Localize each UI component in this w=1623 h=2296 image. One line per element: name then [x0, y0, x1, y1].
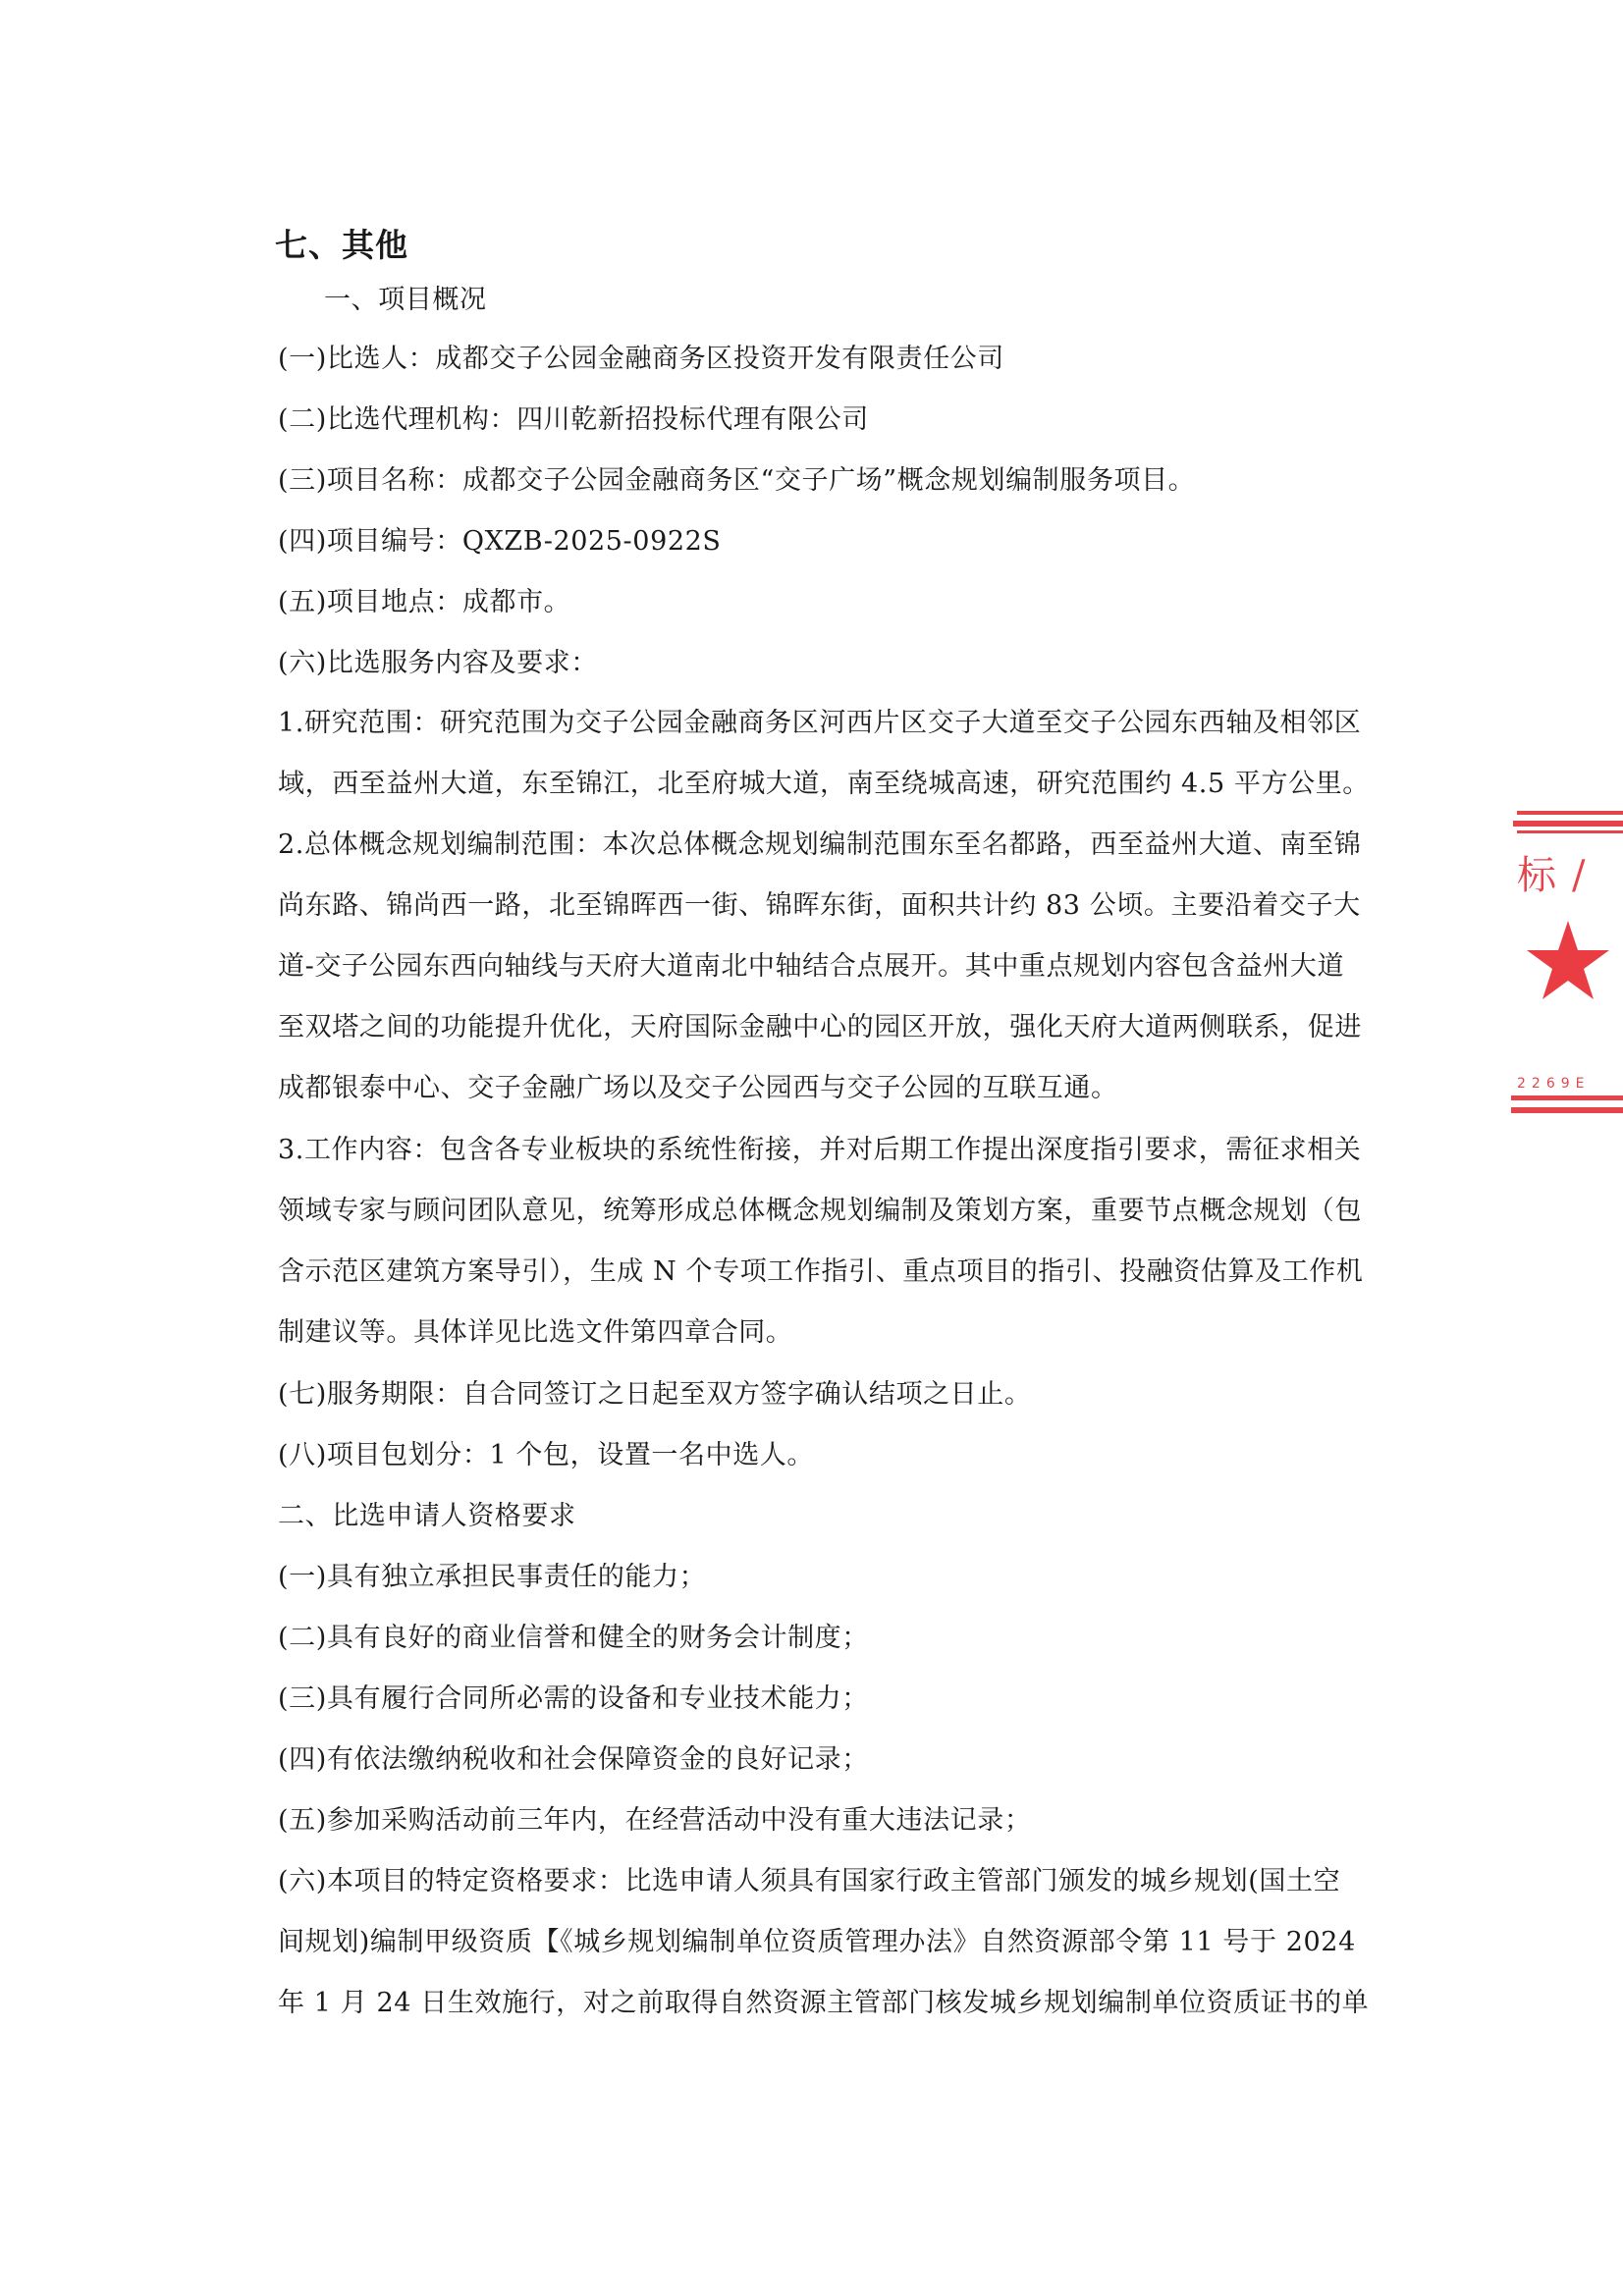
seal-text: 标: [1517, 853, 1556, 898]
list-item: (二)具有良好的商业信誉和健全的财务会计制度；: [278, 1623, 869, 1653]
text-line: 间规划)编制甲级资质【《城乡规划编制单位资质管理办法》自然资源部令第 11 号于 2024: [278, 1927, 1356, 1957]
text-line: 制建议等。具体详见比选文件第四章合同。: [278, 1317, 793, 1348]
seal-digits: 2269E: [1517, 1076, 1591, 1092]
paragraph-special-qualification: [278, 1863, 1370, 2046]
text-line: 尚东路、锦尚西一路，北至锦晖西一街、锦晖东街，面积共计约 83 公顷。主要沿着交子大: [278, 890, 1361, 921]
star-icon: [1527, 921, 1609, 999]
list-item: (三)项目名称：成都交子公园金融商务区“交子广场”概念规划编制服务项目。: [278, 465, 1196, 496]
paragraph-research-scope: [278, 705, 1370, 827]
text-line: 含示范区建筑方案导引），生成 N 个专项工作指引、重点项目的指引、投融资估算及工作机: [278, 1256, 1364, 1287]
list-item: (一)具有独立承担民事责任的能力；: [278, 1562, 707, 1592]
list-item: (三)具有履行合同所必需的设备和专业技术能力；: [278, 1683, 869, 1714]
list-item: (八)项目包划分：1 个包，设置一名中选人。: [278, 1440, 815, 1470]
text-line: 年 1 月 24 日生效施行，对之前取得自然资源主管部门核发城乡规划编制单位资质证书的单: [278, 1988, 1370, 2018]
text-line: 道-交子公园东西向轴线与天府大道南北中轴结合点展开。其中重点规划内容包含益州大道: [278, 951, 1345, 982]
text-line: 领域专家与顾问团队意见，统筹形成总体概念规划编制及策划方案，重要节点概念规划（包: [278, 1196, 1362, 1226]
section-heading: 七、其他: [275, 226, 408, 264]
text-line: 至双塔之间的功能提升优化，天府国际金融中心的园区开放，强化天府大道两侧联系，促进: [278, 1012, 1362, 1042]
list-item: (五)参加采购活动前三年内，在经营活动中没有重大违法记录；: [278, 1805, 1032, 1836]
svg-text:/: /: [1572, 853, 1586, 898]
text-line: (六)本项目的特定资格要求：比选申请人须具有国家行政主管部门颁发的城乡规划(国土空: [278, 1866, 1341, 1896]
list-item: (七)服务期限：自合同签订之日起至双方签字确认结项之日止。: [278, 1379, 1032, 1410]
red-seal-stamp: [1507, 805, 1623, 1129]
text-line: 1.研究范围：研究范围为交子公园金融商务区河西片区交子大道至交子公园东西轴及相邻区: [278, 708, 1362, 738]
list-item: (一)比选人：成都交子公园金融商务区投资开发有限责任公司: [278, 344, 1004, 374]
list-item: (六)比选服务内容及要求：: [278, 648, 598, 678]
list-item: (四)有依法缴纳税收和社会保障资金的良好记录；: [278, 1744, 869, 1775]
list-item: (二)比选代理机构：四川乾新招投标代理有限公司: [278, 404, 869, 435]
text-line: 域，西至益州大道，东至锦江，北至府城大道，南至绕城高速，研究范围约 4.5 平方公里。: [278, 769, 1370, 799]
paragraph-planning-scope: [278, 827, 1362, 1131]
paragraph-work-content: [278, 1132, 1364, 1375]
subsection-title: 一、项目概况: [324, 285, 487, 315]
text-line: 成都银泰中心、交子金融广场以及交子公园西与交子公园的互联互通。: [278, 1073, 1118, 1103]
list-item: (四)项目编号：QXZB-2025-0922S: [278, 526, 722, 557]
text-line: 3.工作内容：包含各专业板块的系统性衔接，并对后期工作提出深度指引要求，需征求相关: [278, 1135, 1362, 1165]
subsection-title: 二、比选申请人资格要求: [278, 1501, 576, 1531]
list-item: (五)项目地点：成都市。: [278, 587, 571, 617]
text-line: 2.总体概念规划编制范围：本次总体概念规划编制范围东至名都路，西至益州大道、南至锦: [278, 829, 1362, 860]
